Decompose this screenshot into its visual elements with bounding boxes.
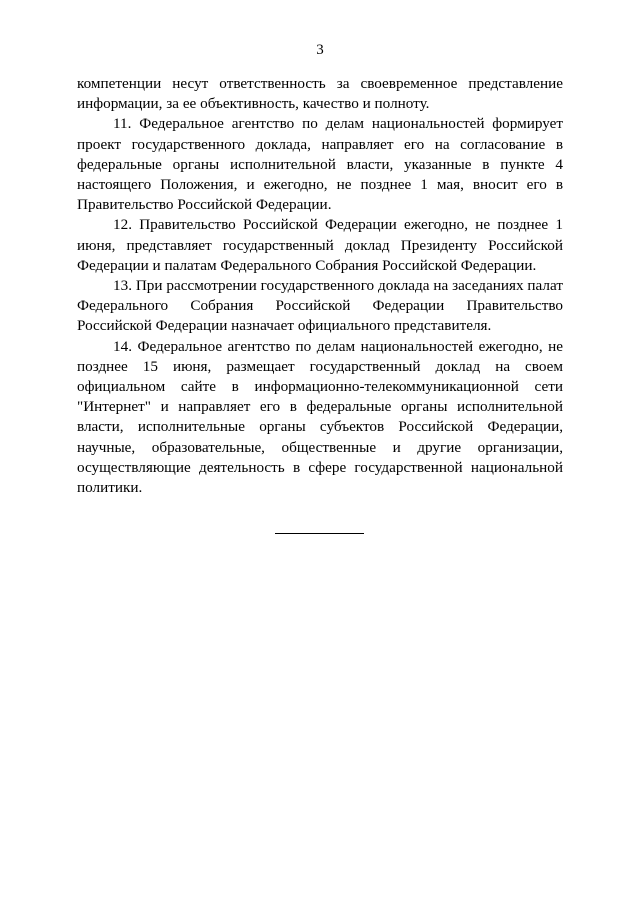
page-number: 3 — [316, 42, 324, 58]
paragraph-item-13: 13. При рассмотрении государственного доклада на заседаниях палат Федерального Собрания Российской Федерации Правительство Российской Федерации назначает официального представителя. — [77, 277, 563, 335]
paragraph-item-12: 12. Правительство Российской Федерации ежегодно, не позднее 1 июня, представляет государственный доклад Президенту Российской Федерации и палатам Федерального Собрания Российской Федерации. — [77, 216, 563, 274]
paragraph-item-11: 11. Федеральное агентство по делам национальностей формирует проект государственного доклада, направляет его на согласование в федеральные органы исполнительной власти, указанные в пункте 4 настоящего Положения, и ежегодно, не позднее 1 мая, вносит его в Правительство Российской Федерации. — [77, 115, 563, 214]
end-separator-line — [275, 533, 364, 534]
document-body — [77, 74, 563, 498]
paragraph-item-14: 14. Федеральное агентство по делам национальностей ежегодно, не позднее 15 июня, размещает государственный доклад на своем официальном сайте в информационно-телекоммуникационной сети "Интернет" и направляет его в федеральные органы исполнительной власти, исполнительные органы субъектов Российской Федерации, научные, образовательные, общественные и другие организации, осуществляющие деятельность в сфере государственной национальной политики. — [77, 337, 563, 497]
paragraph-continuation: компетенции несут ответственность за своевременное представление информации, за ее объективность, качество и полноту. — [77, 75, 563, 113]
